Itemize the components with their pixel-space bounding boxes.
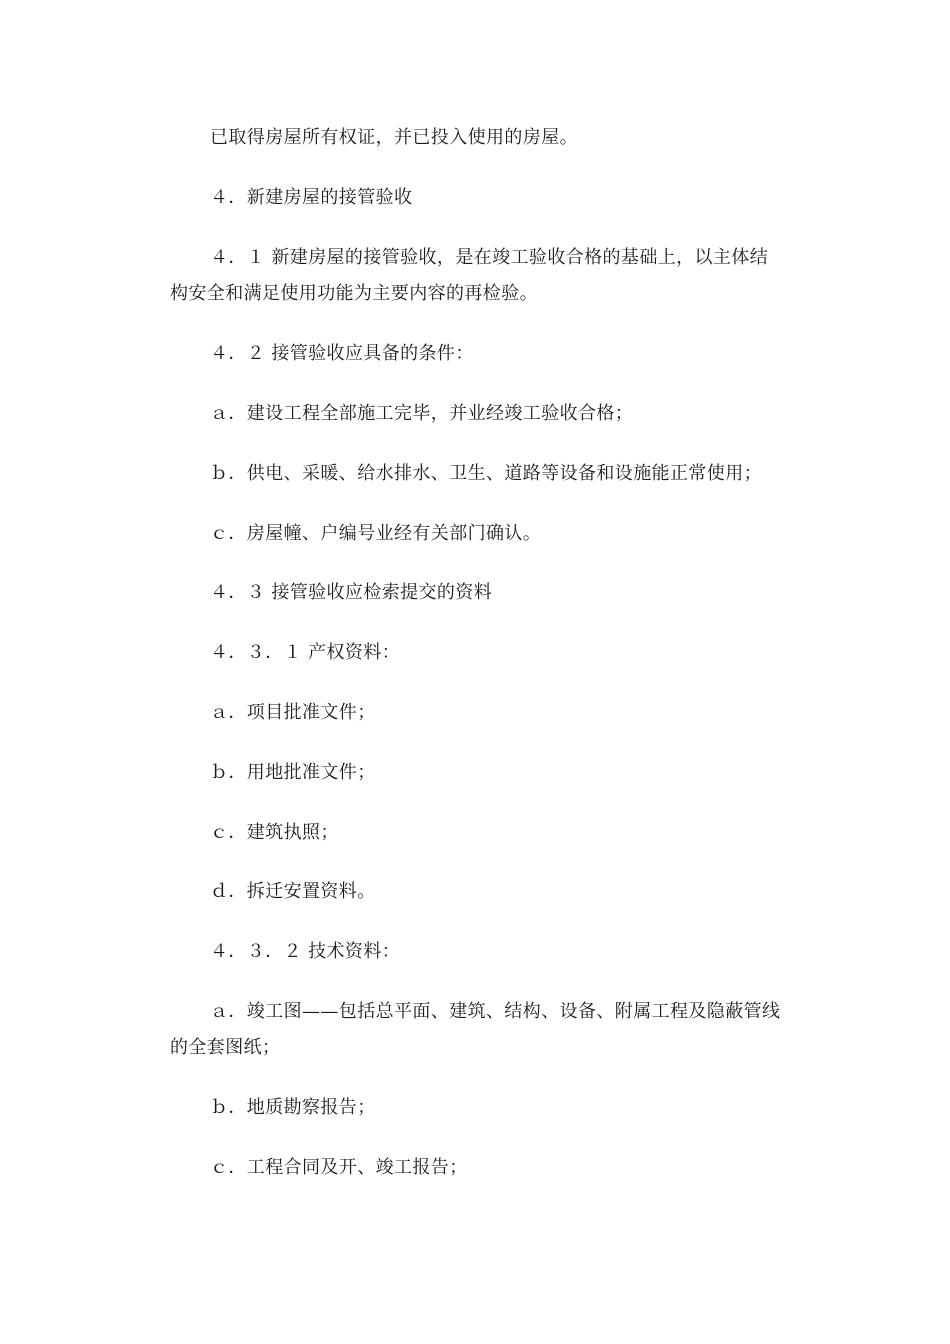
heading-4-3: ４．３ 接管验收应检索提交的资料: [210, 582, 493, 603]
heading-4-3-2: ４．３．２ 技术资料：: [210, 941, 401, 962]
heading-4-3-1: ４．３．１ 产权资料：: [210, 642, 401, 663]
list-item-4-2-b: ｂ．供电、采暖、给水排水、卫生、道路等设备和设施能正常使用；: [210, 463, 762, 484]
list-item-4-3-1-b: ｂ．用地批准文件；: [210, 762, 376, 783]
list-item-4-3-1-d: ｄ．拆迁安置资料。: [210, 881, 376, 902]
list-item-4-3-2-c: ｃ．工程合同及开、竣工报告；: [210, 1157, 468, 1178]
list-item-4-3-2-a: ａ．竣工图——包括总平面、建筑、结构、设备、附属工程及隐蔽管线的全套图纸；: [170, 1001, 781, 1058]
list-item-4-3-1-c: ｃ．建筑执照；: [210, 822, 339, 843]
paragraph-owned-houses: 已取得房屋所有权证，并已投入使用的房屋。: [210, 127, 578, 148]
heading-4: ４．新建房屋的接管验收: [210, 187, 413, 208]
list-item-4-3-1-a: ａ．项目批准文件；: [210, 702, 376, 723]
heading-4-2: ４．２ 接管验收应具备的条件：: [210, 343, 474, 364]
list-item-4-2-c: ｃ．房屋幢、户编号业经有关部门确认。: [210, 523, 542, 544]
list-item-4-3-2-b: ｂ．地质勘察报告；: [210, 1097, 376, 1118]
paragraph-4-1: ４．１ 新建房屋的接管验收，是在竣工验收合格的基础上，以主体结构安全和满足使用功能为主要内容的再检验。: [170, 247, 769, 304]
list-item-4-2-a: ａ．建设工程全部施工完毕，并业经竣工验收合格；: [210, 403, 634, 424]
